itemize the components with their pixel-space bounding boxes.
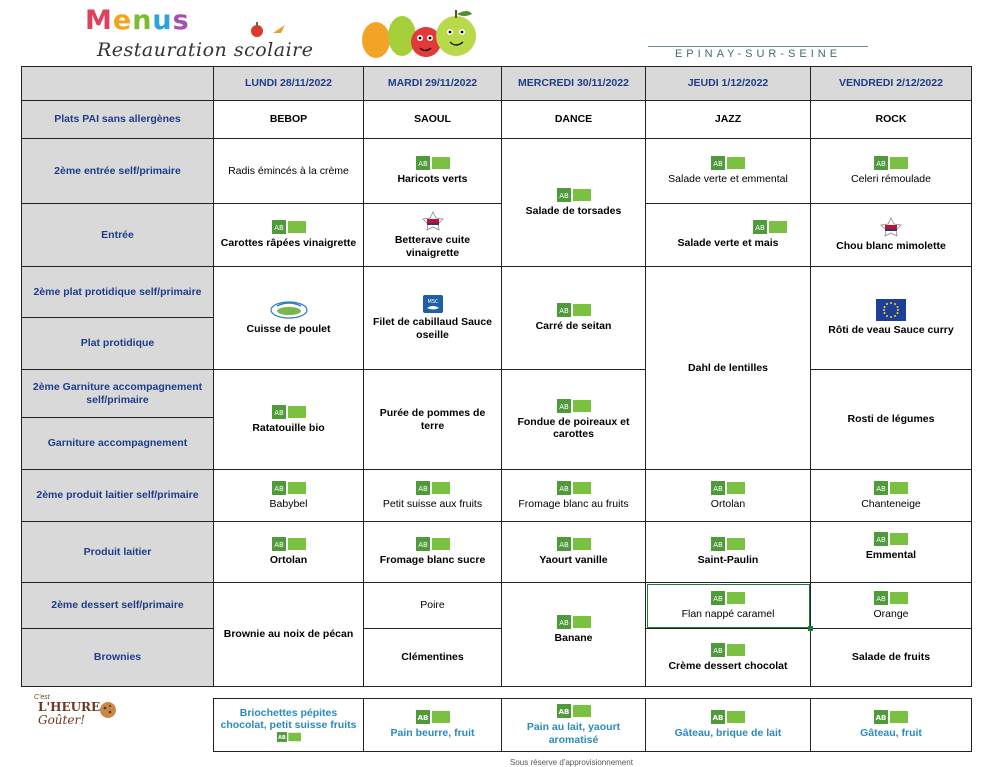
svg-text:AB: AB [558, 541, 569, 550]
garn-wednesday [502, 370, 646, 470]
ab-bio-icon [557, 704, 591, 718]
eu-flag-icon [876, 299, 906, 321]
dessert2-thursday-text: Flan nappé caramel [681, 607, 775, 620]
pai-tuesday: SAOUL [364, 101, 502, 139]
dessert-monday-text: Brownie au noix de pécan [223, 628, 354, 641]
dessert-thursday-text: Crème dessert chocolat [668, 659, 788, 672]
entree-wednesday [502, 139, 646, 267]
ab-bio-icon [557, 615, 591, 629]
row-label-dessert: Brownies [22, 629, 214, 687]
svg-text:AB: AB [417, 714, 428, 723]
garn-tuesday [364, 370, 502, 470]
ab-bio-icon [557, 537, 591, 551]
entree2-thursday [646, 139, 811, 204]
row-label-entree2: 2ème entrée self/primaire [22, 139, 214, 204]
ab-bio-icon [416, 537, 450, 551]
day-header-tuesday: MARDI 29/11/2022 [364, 67, 502, 101]
svg-text:AB: AB [875, 714, 887, 723]
lait-monday [214, 522, 364, 583]
ab-bio-icon [711, 537, 745, 551]
entree2-friday [811, 139, 972, 204]
row-label-garn: Garniture accompagnement [22, 418, 214, 470]
pai-monday: BEBOP [214, 101, 364, 139]
dessert2-tuesday [364, 583, 502, 629]
dessert-monday [214, 583, 364, 687]
table-header-row [22, 67, 972, 101]
svg-text:AB: AB [417, 484, 428, 493]
lait2-monday-text: Babybel [269, 497, 308, 510]
gouter-wednesday-text: Pain au lait, yaourt aromatisé [526, 721, 621, 746]
row-entree [22, 204, 972, 267]
gouter-row [214, 699, 972, 752]
lait-friday-text: Emmental [865, 549, 917, 562]
ab-bio-icon [416, 710, 450, 724]
plat-monday-text: Cuisse de poulet [246, 323, 331, 336]
row-label-lait2: 2ème produit laitier self/primaire [22, 470, 214, 522]
svg-text:AB: AB [417, 541, 428, 550]
svg-text:AB: AB [713, 484, 723, 493]
entree-monday-text: Carottes râpées vinaigrette [220, 237, 357, 250]
lait-tuesday-text: Fromage blanc sucre [379, 554, 486, 567]
entree-friday [811, 204, 972, 267]
entree-tuesday [364, 204, 502, 267]
svg-text:AB: AB [273, 484, 284, 493]
day-header-wednesday: MERCREDI 30/11/2022 [502, 67, 646, 101]
row-entree2 [22, 139, 972, 204]
svg-text:AB: AB [713, 541, 723, 550]
entree2-tuesday-text: Haricots verts [397, 173, 468, 186]
ab-bio-icon [557, 303, 591, 317]
menus-subtitle: Restauration scolaire [97, 39, 314, 61]
ab-bio-icon [711, 643, 745, 657]
plat-monday [214, 267, 364, 370]
svg-text:AB: AB [755, 224, 765, 233]
dessert2-tuesday-text: Poire [420, 599, 445, 612]
lait2-tuesday-text: Petit suisse aux fruits [382, 497, 483, 510]
ab-bio-icon [272, 537, 306, 551]
gouter-monday [214, 699, 364, 752]
svg-text:AB: AB [277, 735, 286, 742]
garn-monday-text: Ratatouille bio [252, 421, 325, 434]
heure-du-gouter-logo [30, 694, 120, 730]
ab-bio-icon [874, 156, 908, 170]
ab-bio-icon [874, 591, 908, 605]
row-dessert2 [22, 583, 972, 629]
ab-bio-icon [272, 405, 306, 419]
svg-text:AB: AB [417, 160, 428, 169]
ab-bio-icon [557, 399, 591, 413]
lait2-thursday [646, 470, 811, 522]
entree-wednesday-text: Salade de torsades [525, 204, 622, 217]
ab-bio-icon [272, 220, 306, 234]
day-header-friday: VENDREDI 2/12/2022 [811, 67, 972, 101]
svg-text:AB: AB [558, 307, 569, 316]
svg-text:AB: AB [713, 646, 723, 655]
label-rouge-icon [422, 211, 444, 231]
row-label-plat2: 2ème plat protidique self/primaire [22, 267, 214, 318]
garn-monday [214, 370, 364, 470]
plat-thursday-text: Dahl de lentilles [688, 361, 768, 374]
fruit-characters-icon [358, 6, 486, 64]
gouter-table [213, 698, 972, 752]
svg-text:AB: AB [876, 536, 886, 545]
svg-text:AB: AB [558, 402, 569, 411]
dessert2-thursday[interactable] [646, 583, 811, 629]
svg-text:MSC: MSC [427, 299, 438, 306]
ab-bio-icon [416, 156, 450, 170]
dessert-wednesday-text: Banane [554, 631, 593, 644]
svg-text:AB: AB [558, 708, 569, 717]
lait2-wednesday [502, 470, 646, 522]
ab-bio-icon [557, 188, 591, 202]
footnote: Sous réserve d'approvisionnement [510, 758, 633, 767]
lait2-friday-text: Chanteneige [861, 497, 921, 510]
svg-text:AB: AB [558, 484, 569, 493]
gouter-tuesday [364, 699, 502, 752]
ab-bio-icon [874, 532, 908, 546]
row-label-pai: Plats PAI sans allergènes [22, 101, 214, 139]
garn-wednesday-text: Fondue de poireaux et carottes [517, 415, 630, 440]
label-rouge-icon [880, 217, 902, 237]
garn-friday-text: Rosti de légumes [847, 413, 935, 426]
gouter-thursday [646, 699, 811, 752]
pai-friday: ROCK [811, 101, 972, 139]
gouter-logo-sub: Goûter! [38, 713, 86, 727]
ab-bio-icon [711, 481, 745, 495]
entree2-thursday-text: Salade verte et emmental [668, 173, 788, 186]
ab-bio-icon [711, 710, 745, 724]
cookie-icon [98, 700, 118, 720]
entree-thursday [646, 204, 811, 267]
dessert-tuesday-text: Clémentines [401, 651, 464, 664]
entree-monday [214, 204, 364, 267]
row-lait [22, 522, 972, 583]
row-plat2 [22, 267, 972, 318]
pai-thursday: JAZZ [646, 101, 811, 139]
dessert-friday-text: Salade de fruits [851, 651, 931, 664]
gouter-logo-main: L'HEURE [38, 700, 101, 714]
lait-wednesday [502, 522, 646, 583]
row-label-plat: Plat protidique [22, 318, 214, 370]
row-label-dessert2: 2ème dessert self/primaire [22, 583, 214, 629]
row-label-lait: Produit laitier [22, 522, 214, 583]
menu-table [21, 66, 972, 687]
ab-bio-icon [874, 481, 908, 495]
gouter-monday-text: Briochettes pépites chocolat, petit suisse fruits [220, 706, 357, 731]
bleu-blanc-coeur-icon [269, 300, 309, 320]
gouter-tuesday-text: Pain beurre, fruit [390, 727, 475, 740]
lait-monday-text: Ortolan [269, 554, 308, 567]
svg-text:AB: AB [273, 541, 284, 550]
lait2-monday [214, 470, 364, 522]
row-dessert [22, 629, 972, 687]
row-garn2 [22, 370, 972, 418]
dessert-wednesday [502, 583, 646, 687]
gouter-logo-top: C'est [34, 694, 50, 701]
msc-fish-icon [423, 295, 443, 313]
ab-bio-icon [711, 156, 745, 170]
row-label-garn2: 2ème Garniture accompagnement self/primaire [22, 370, 214, 418]
svg-text:AB: AB [558, 618, 569, 627]
ab-bio-icon [753, 220, 787, 234]
garn-friday [811, 370, 972, 470]
lait-thursday [646, 522, 811, 583]
plat-tuesday-text: Filet de cabillaud Sauce oseille [372, 316, 493, 341]
day-header-thursday: JEUDI 1/12/2022 [646, 67, 811, 101]
entree-tuesday-text: Betterave cuite vinaigrette [394, 234, 471, 259]
ab-bio-icon [272, 481, 306, 495]
svg-text:AB: AB [558, 191, 569, 200]
gouter-friday-text: Gâteau, fruit [860, 727, 922, 740]
ab-bio-icon [416, 481, 450, 495]
gouter-friday [811, 699, 972, 752]
plat-wednesday [502, 267, 646, 370]
lait2-wednesday-text: Fromage blanc au fruits [518, 497, 629, 510]
entree2-monday-text: Radis émincés à la crème [228, 164, 349, 177]
row-pai [22, 101, 972, 139]
svg-text:AB: AB [713, 594, 723, 603]
lait-wednesday-text: Yaourt vanille [539, 554, 608, 567]
dessert2-friday-text: Orange [873, 607, 909, 620]
svg-text:AB: AB [273, 224, 284, 233]
gouter-wednesday [502, 699, 646, 752]
menus-title: Menus [85, 5, 190, 36]
town-logo [648, 36, 868, 64]
ab-bio-icon [557, 481, 591, 495]
town-name: EPINAY-SUR-SEINE [674, 48, 842, 60]
lait2-thursday-text: Ortolan [710, 497, 746, 510]
dessert-friday [811, 629, 972, 687]
svg-text:AB: AB [713, 160, 723, 169]
entree2-monday [214, 139, 364, 204]
ab-bio-icon [277, 732, 301, 742]
lait2-tuesday [364, 470, 502, 522]
apple-carrot-icon [247, 21, 287, 39]
svg-text:AB: AB [273, 408, 284, 417]
entree2-friday-text: Celeri rémoulade [851, 173, 931, 186]
garn-tuesday-text: Purée de pommes de terre [379, 407, 486, 432]
table-corner [22, 67, 214, 101]
pai-wednesday: DANCE [502, 101, 646, 139]
ab-bio-icon [711, 591, 745, 605]
row-lait2 [22, 470, 972, 522]
entree-thursday-text: Salade verte et mais [677, 237, 779, 250]
town-logo-line [648, 46, 868, 47]
lait-tuesday [364, 522, 502, 583]
dessert-tuesday [364, 629, 502, 687]
plat-friday-text: Rôti de veau Sauce curry [828, 324, 954, 337]
gouter-thursday-text: Gâteau, brique de lait [674, 727, 782, 740]
svg-text:AB: AB [876, 160, 886, 169]
day-header-monday: LUNDI 28/11/2022 [214, 67, 364, 101]
svg-text:AB: AB [876, 594, 886, 603]
lait2-friday [811, 470, 972, 522]
lait-thursday-text: Saint-Paulin [697, 554, 759, 567]
svg-text:AB: AB [876, 484, 886, 493]
row-label-entree: Entrée [22, 204, 214, 267]
plat-friday [811, 267, 972, 370]
ab-bio-icon [874, 710, 908, 724]
plat-tuesday [364, 267, 502, 370]
dessert-thursday [646, 629, 811, 687]
entree-friday-text: Chou blanc mimolette [836, 240, 946, 253]
plat-thursday [646, 267, 811, 470]
svg-text:AB: AB [712, 714, 724, 723]
menus-logo [85, 5, 335, 63]
entree2-tuesday [364, 139, 502, 204]
lait-friday [811, 522, 972, 583]
plat-wednesday-text: Carré de seitan [535, 320, 612, 333]
dessert2-friday [811, 583, 972, 629]
